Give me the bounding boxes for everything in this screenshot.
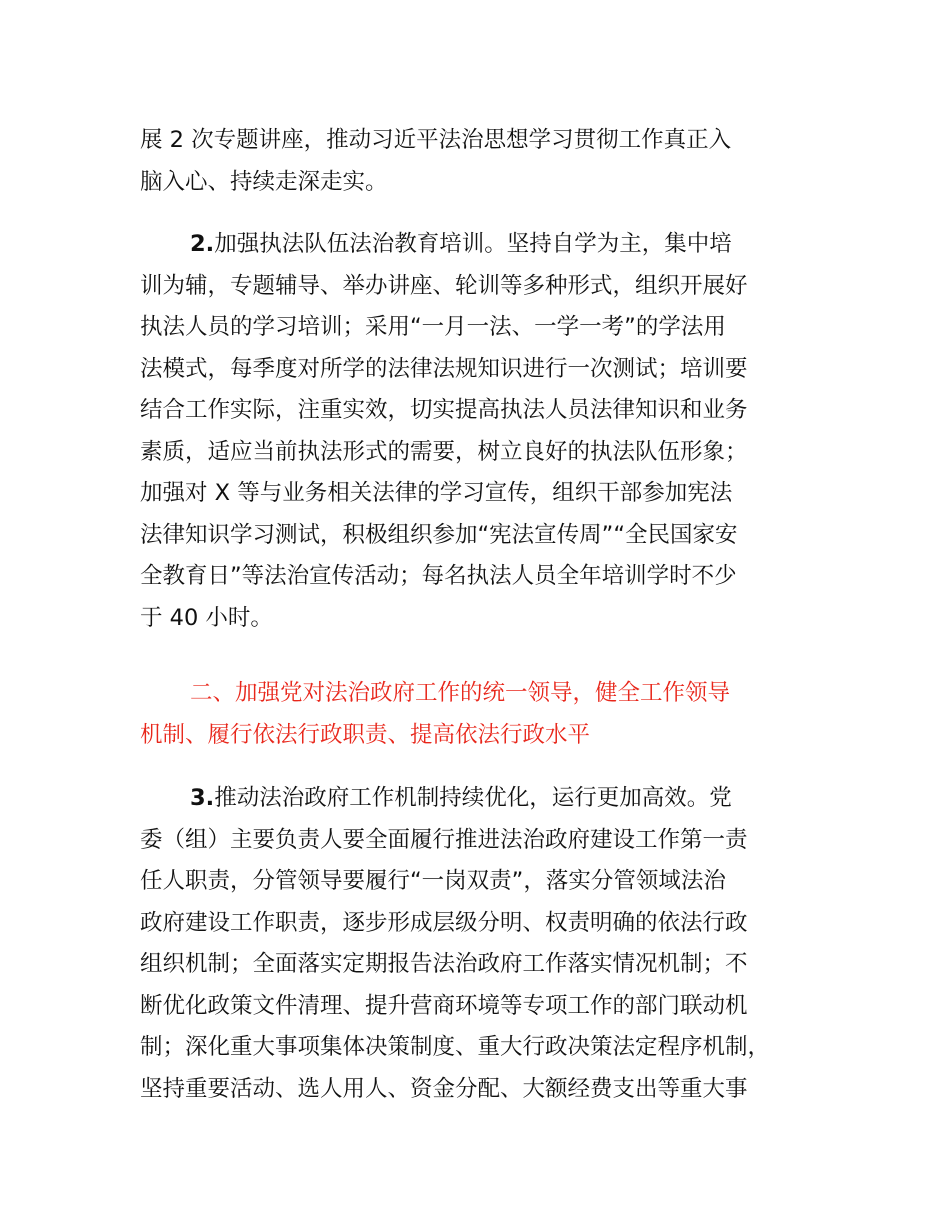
item-number: 2.	[190, 231, 215, 257]
paragraph-line: 加强对 X 等与业务相关法律的学习宣传，组织干部参加宪法	[140, 480, 733, 506]
paragraph-3	[140, 778, 840, 1110]
paragraph-line: 执法人员的学习培训；采用“一月一法、一学一考”的学法用	[140, 314, 726, 340]
paragraph-line: 全教育日”等法治宣传活动；每名执法人员全年培训学时不少	[140, 563, 737, 589]
paragraph-line: 展 2 次专题讲座，推动习近平法治思想学习贯彻工作真正入	[140, 127, 732, 153]
paragraph-line: 任人职责，分管领导要履行“一岗双责”，落实分管领域法治	[140, 868, 726, 894]
paragraph-line: 组织机制；全面落实定期报告法治政府工作落实情况机制；不	[140, 951, 748, 977]
paragraph-line-text: 加强执法队伍法治教育培训。坚持自学为主，集中培	[214, 231, 732, 257]
paragraph-line: 断优化政策文件清理、提升营商环境等专项工作的部门联动机	[140, 992, 748, 1019]
paragraph-line: 制；深化重大事项集体决策制度、重大行政决策法定程序机制，	[140, 1034, 771, 1060]
paragraph-line: 训为辅，专题辅导、举办讲座、轮训等多种形式，组织开展好	[140, 272, 748, 299]
paragraph-line: 于 40 小时。	[140, 604, 273, 631]
paragraph-2	[140, 224, 840, 639]
paragraph-line: 素质，适应当前执法形式的需要，树立良好的执法队伍形象；	[140, 438, 748, 465]
paragraph-line: 结合工作实际，注重实效，切实提高执法人员法律知识和业务	[140, 397, 748, 423]
paragraph-1	[140, 120, 840, 203]
paragraph-line: 政府建设工作职责，逐步形成层级分明、权责明确的依法行政	[140, 909, 748, 936]
paragraph-line: 委（组）主要负责人要全面履行推进法治政府建设工作第一责	[140, 826, 748, 853]
paragraph-first-line	[140, 778, 840, 820]
paragraph-first-line	[140, 224, 840, 266]
paragraph-line: 坚持重要活动、选人用人、资金分配、大额经费支出等重大事	[140, 1075, 748, 1102]
heading-line: 机制、履行依法行政职责、提高依法行政水平	[140, 721, 591, 748]
paragraph-line: 法模式，每季度对所学的法律法规知识进行一次测试；培训要	[140, 355, 748, 382]
heading-line: 二、加强党对法治政府工作的统一领导，健全工作领导	[190, 680, 731, 706]
paragraph-line: 法律知识学习测试，积极组织参加“宪法宣传周”“全民国家安	[140, 521, 738, 548]
section-heading	[140, 673, 840, 756]
paragraph-line: 脑入心、持续走深走实。	[140, 168, 388, 195]
paragraph-line-text: 推动法治政府工作机制持续优化，运行更加高效。党	[214, 785, 732, 811]
item-number: 3.	[190, 785, 215, 811]
